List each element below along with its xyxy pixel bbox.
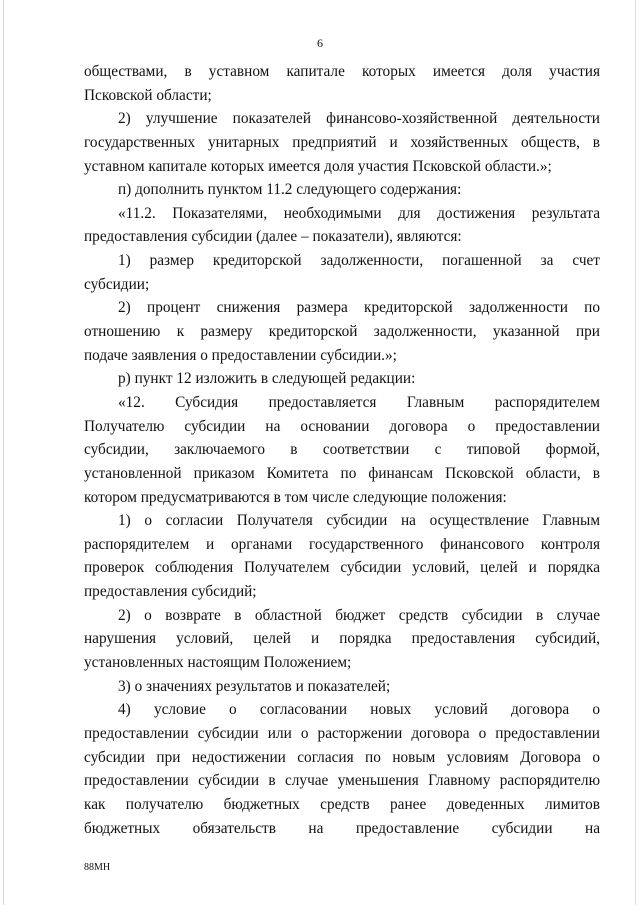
text-line: 2) о возврате в областной бюджет средств субсидии в случае xyxy=(118,606,600,624)
text-line: 4) условие о согласовании новых условий договора о xyxy=(118,701,600,719)
text-line: субсидии, заключаемого в соответствии с типовой формой, xyxy=(84,441,600,459)
paragraph xyxy=(84,107,600,178)
text-line: Получателю субсидии на основании договора о предоставлении xyxy=(84,417,600,435)
text-line: 1) размер кредиторской задолженности, погашенной за счет xyxy=(118,252,600,270)
scan-edge-left xyxy=(3,0,4,905)
text-line: предоставления субсидий; xyxy=(84,583,257,601)
page-number: 6 xyxy=(317,36,323,50)
paragraph xyxy=(84,249,600,296)
text-line: как получателю бюджетных средств ранее доведенных лимитов xyxy=(84,795,600,813)
text-line: бюджетных обязательств на предоставление субсидии на xyxy=(84,819,600,837)
text-line: «11.2. Показателями, необходимыми для достижения результата xyxy=(118,204,600,222)
paragraph xyxy=(84,178,600,202)
text-line: р) пункт 12 изложить в следующей редакции: xyxy=(118,370,416,388)
text-line: установленной приказом Комитета по финансам Псковской области, в xyxy=(84,464,600,482)
text-line: субсидии при недостижении согласия по новым условиям Договора о xyxy=(84,748,600,766)
paragraph xyxy=(84,675,600,699)
text-line: уставном капитале которых имеется доля участия Псковской области.»; xyxy=(84,157,552,175)
text-line: «12. Субсидия предоставляется Главным распорядителем xyxy=(118,393,600,411)
text-line: отношению к размеру кредиторской задолженности, указанной при xyxy=(84,323,600,341)
text-line: предоставления субсидии (далее – показатели), являются: xyxy=(84,228,462,246)
text-line: 1) о согласии Получателя субсидии на осуществление Главным xyxy=(118,512,600,530)
scan-edge-right xyxy=(635,0,636,905)
footer-document-code: 88МН xyxy=(84,862,111,873)
paragraph xyxy=(84,391,600,509)
text-line: предоставлении субсидии в случае уменьшения Главному распорядителю xyxy=(84,772,600,790)
text-line: предоставлении субсидии или о расторжении договора о предоставлении xyxy=(84,724,600,742)
text-line: проверок соблюдения Получателем субсидии условий, целей и порядка xyxy=(84,559,600,577)
document-body xyxy=(84,60,600,840)
text-line: обществами, в уставном капитале которых имеется доля участия xyxy=(84,63,600,80)
paragraph xyxy=(84,202,600,249)
text-line: Псковской области; xyxy=(84,86,212,104)
text-line: установленных настоящим Положением; xyxy=(84,654,352,672)
text-line: п) дополнить пунктом 11.2 следующего содержания: xyxy=(118,181,462,199)
paragraph xyxy=(84,604,600,675)
text-line: субсидии; xyxy=(84,275,150,293)
text-line: 3) о значениях результатов и показателей; xyxy=(118,677,391,695)
paragraph xyxy=(84,367,600,391)
paragraph xyxy=(84,509,600,604)
text-line: государственных унитарных предприятий и хозяйственных обществ, в xyxy=(84,133,600,151)
paragraph xyxy=(84,296,600,367)
text-line: 2) улучшение показателей финансово-хозяйственной деятельности xyxy=(118,110,600,128)
text-line: распорядителем и органами государственного финансового контроля xyxy=(84,535,600,553)
text-line: котором предусматриваются в том числе следующие положения: xyxy=(84,488,507,506)
text-line: подаче заявления о предоставлении субсидии.»; xyxy=(84,346,397,364)
text-line: 2) процент снижения размера кредиторской задолженности по xyxy=(118,299,600,317)
paragraph xyxy=(84,60,600,107)
paragraph xyxy=(84,698,600,840)
text-line: нарушения условий, целей и порядка предоставления субсидий, xyxy=(84,630,600,648)
